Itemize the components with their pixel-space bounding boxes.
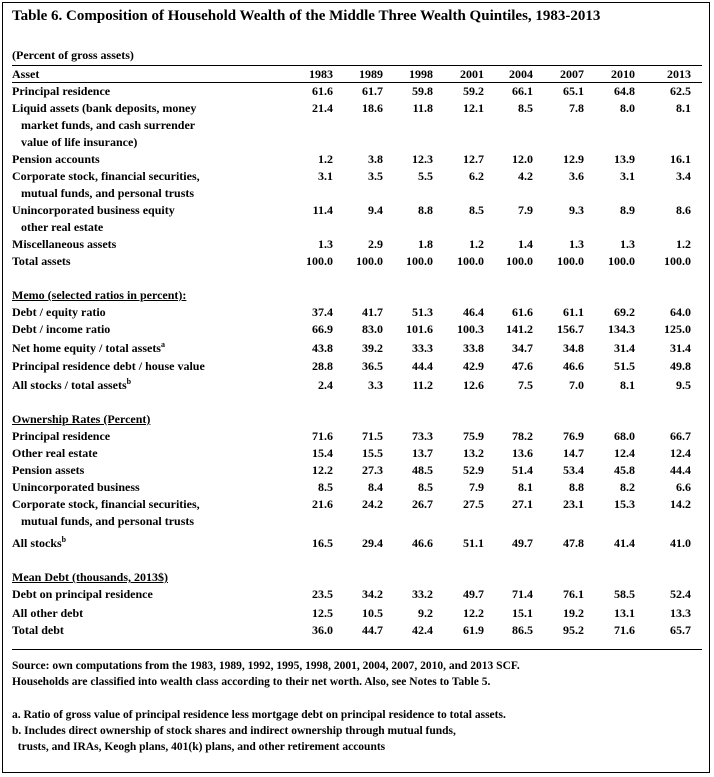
cell-value: 76.1 [563, 587, 584, 601]
cell-value: 52.9 [463, 463, 484, 477]
cell-value: 1.2 [469, 237, 484, 251]
ownership-heading [3, 411, 709, 427]
cell-value: 44.4 [412, 359, 433, 373]
row-label: Total assets [12, 254, 71, 268]
cell-value: 1.2 [318, 152, 333, 166]
asset-row-cont [3, 185, 709, 201]
row-label: All other debt [12, 606, 84, 620]
footnote-b-line: b. Includes direct ownership of stock shares and indirect ownership through mutual funds, [12, 725, 456, 737]
cell-value: 12.3 [412, 152, 433, 166]
row-label: mutual funds, and personal trusts [12, 186, 195, 200]
source-note-line: Source: own computations from the 1983, 1989, 1992, 1995, 1998, 2001, 2004, 2007, 2010, and 2013 SCF. [12, 660, 520, 672]
cell-value: 8.8 [569, 480, 584, 494]
cell-value: 42.4 [412, 623, 433, 637]
cell-value: 61.6 [312, 84, 333, 98]
cell-value: 8.5 [418, 480, 433, 494]
cell-value: 61.1 [563, 305, 584, 319]
cell-value: 61.6 [512, 305, 533, 319]
ownership-row [3, 445, 709, 461]
row-label: market funds, and cash surrender [12, 118, 196, 132]
header-year: 2007 [560, 67, 584, 81]
cell-value: 27.3 [362, 463, 383, 477]
cell-value: 33.8 [463, 341, 484, 355]
header-year: 2004 [509, 67, 533, 81]
cell-value: 101.6 [406, 322, 433, 336]
cell-value: 12.0 [512, 152, 533, 166]
cell-value: 134.3 [608, 322, 635, 336]
cell-value: 27.1 [512, 497, 533, 511]
cell-value: 7.0 [569, 378, 584, 392]
cell-value: 51.4 [512, 463, 533, 477]
cell-value: 51.1 [463, 536, 484, 550]
cell-value: 49.7 [512, 536, 533, 550]
cell-value: 8.0 [620, 101, 635, 115]
cell-value: 23.5 [312, 587, 333, 601]
row-label: Net home equity / total assets$^a$ [12, 340, 165, 355]
asset-row [3, 83, 709, 99]
cell-value: 8.1 [676, 101, 691, 115]
cell-value: 65.7 [670, 623, 691, 637]
row-label: Principal residence debt / house value [12, 359, 205, 373]
cell-value: 100.3 [457, 322, 484, 336]
row-label: Principal residence [12, 84, 111, 98]
cell-value: 36.0 [312, 623, 333, 637]
cell-value: 26.7 [412, 497, 433, 511]
row-label: Ownership Rates (Percent) [12, 412, 151, 426]
table-subtitle: (Percent of gross assets) [12, 48, 134, 62]
cell-value: 8.6 [676, 203, 691, 217]
ownership-row [3, 496, 709, 512]
row-label: Pension assets [12, 463, 85, 477]
cell-value: 1.3 [569, 237, 584, 251]
cell-value: 39.2 [362, 341, 383, 355]
cell-value: 6.6 [676, 480, 691, 494]
cell-value: 58.5 [614, 587, 635, 601]
cell-value: 3.8 [368, 152, 383, 166]
row-label: value of life insurance) [12, 135, 138, 149]
cell-value: 49.7 [463, 587, 484, 601]
cell-value: 75.9 [463, 429, 484, 443]
ownership-row [3, 479, 709, 495]
cell-value: 8.1 [620, 378, 635, 392]
cell-value: 13.2 [463, 446, 484, 460]
cell-value: 95.2 [563, 623, 584, 637]
row-label: Memo (selected ratios in percent): [12, 288, 187, 302]
asset-row [3, 168, 709, 184]
cell-value: 100.0 [664, 254, 691, 268]
cell-value: 1.3 [318, 237, 333, 251]
cell-value: 9.4 [368, 203, 383, 217]
cell-value: 3.5 [368, 169, 383, 183]
cell-value: 2.4 [318, 378, 333, 392]
cell-value: 44.7 [362, 623, 383, 637]
row-label: Unincorporated business equity [12, 203, 175, 217]
cell-value: 8.8 [418, 203, 433, 217]
cell-value: 52.4 [670, 587, 691, 601]
cell-value: 27.5 [463, 497, 484, 511]
cell-value: 2.9 [368, 237, 383, 251]
cell-value: 1.2 [676, 237, 691, 251]
debt-row [3, 586, 709, 602]
cell-value: 33.2 [412, 587, 433, 601]
cell-value: 15.3 [614, 497, 635, 511]
cell-value: 1.8 [418, 237, 433, 251]
memo-row [3, 304, 709, 320]
cell-value: 8.9 [620, 203, 635, 217]
debt-row [3, 605, 709, 621]
cell-value: 68.0 [614, 429, 635, 443]
cell-value: 49.8 [670, 359, 691, 373]
cell-value: 31.4 [614, 341, 635, 355]
cell-value: 47.6 [512, 359, 533, 373]
cell-value: 15.1 [512, 606, 533, 620]
footnote-marker: b [61, 535, 67, 544]
cell-value: 12.2 [312, 463, 333, 477]
row-label: Pension accounts [12, 152, 100, 166]
cell-value: 78.2 [512, 429, 533, 443]
cell-value: 71.5 [362, 429, 383, 443]
cell-value: 28.8 [312, 359, 333, 373]
asset-row [3, 151, 709, 167]
cell-value: 66.7 [670, 429, 691, 443]
cell-value: 100.0 [506, 254, 533, 268]
cell-value: 59.8 [412, 84, 433, 98]
cell-value: 21.6 [312, 497, 333, 511]
cell-value: 64.0 [670, 305, 691, 319]
cell-value: 11.4 [312, 203, 333, 217]
memo-row [3, 377, 709, 393]
cell-value: 21.4 [312, 101, 333, 115]
cell-value: 12.6 [463, 378, 484, 392]
cell-value: 8.2 [620, 480, 635, 494]
cell-value: 48.5 [412, 463, 433, 477]
cell-value: 61.9 [463, 623, 484, 637]
asset-row-cont [3, 134, 709, 150]
cell-value: 71.6 [614, 623, 635, 637]
footnote-b-line: trusts, and IRAs, Keogh plans, 401(k) plans, and other retirement accounts [12, 741, 386, 753]
cell-value: 12.5 [312, 606, 333, 620]
cell-value: 53.4 [563, 463, 584, 477]
row-label: Debt / equity ratio [12, 305, 106, 319]
row-label: Liquid assets (bank deposits, money [12, 101, 197, 115]
cell-value: 42.9 [463, 359, 484, 373]
row-label: Miscellaneous assets [12, 237, 117, 251]
header-year: 1989 [359, 67, 383, 81]
ownership-row [3, 535, 709, 551]
cell-value: 4.2 [518, 169, 533, 183]
cell-value: 41.0 [670, 536, 691, 550]
cell-value: 5.5 [418, 169, 433, 183]
cell-value: 13.6 [512, 446, 533, 460]
row-label: Corporate stock, financial securities, [12, 169, 200, 183]
cell-value: 100.0 [406, 254, 433, 268]
footnote-marker: b [126, 377, 132, 386]
cell-value: 33.3 [412, 341, 433, 355]
cell-value: 9.3 [569, 203, 584, 217]
memo-row [3, 340, 709, 356]
cell-value: 3.4 [676, 169, 691, 183]
cell-value: 23.1 [563, 497, 584, 511]
row-label: Principal residence [12, 429, 111, 443]
cell-value: 83.0 [362, 322, 383, 336]
cell-value: 3.3 [368, 378, 383, 392]
cell-value: 3.6 [569, 169, 584, 183]
cell-value: 12.9 [563, 152, 584, 166]
table-bottom-rule [12, 649, 702, 650]
asset-row [3, 202, 709, 218]
cell-value: 156.7 [557, 322, 584, 336]
cell-value: 59.2 [463, 84, 484, 98]
asset-row-cont [3, 219, 709, 235]
cell-value: 66.1 [512, 84, 533, 98]
cell-value: 8.4 [368, 480, 383, 494]
cell-value: 7.9 [518, 203, 533, 217]
cell-value: 100.0 [557, 254, 584, 268]
cell-value: 12.4 [614, 446, 635, 460]
header-year: 1983 [309, 67, 333, 81]
asset-row [3, 100, 709, 116]
cell-value: 100.0 [306, 254, 333, 268]
row-label: All stocks / total assets$^b$ [12, 377, 132, 392]
cell-value: 41.4 [614, 536, 635, 550]
row-label: All stocks$^b$ [12, 535, 67, 550]
cell-value: 15.5 [362, 446, 383, 460]
cell-value: 29.4 [362, 536, 383, 550]
cell-value: 41.7 [362, 305, 383, 319]
cell-value: 100.0 [608, 254, 635, 268]
cell-value: 31.4 [670, 341, 691, 355]
cell-value: 34.7 [512, 341, 533, 355]
cell-value: 43.8 [312, 341, 333, 355]
asset-row [3, 236, 709, 252]
cell-value: 36.5 [362, 359, 383, 373]
cell-value: 51.5 [614, 359, 635, 373]
cell-value: 45.8 [614, 463, 635, 477]
cell-value: 125.0 [664, 322, 691, 336]
cell-value: 100.0 [356, 254, 383, 268]
cell-value: 46.4 [463, 305, 484, 319]
header-year: 2010 [611, 67, 635, 81]
cell-value: 51.3 [412, 305, 433, 319]
cell-value: 19.2 [563, 606, 584, 620]
debt-row [3, 622, 709, 638]
footnote-marker: a [160, 340, 165, 349]
table-title: Table 6. Composition of Household Wealth of the Middle Three Wealth Quintiles, 1983-2013 [12, 8, 601, 24]
asset-row-cont [3, 117, 709, 133]
cell-value: 6.2 [469, 169, 484, 183]
cell-value: 76.9 [563, 429, 584, 443]
cell-value: 12.4 [670, 446, 691, 460]
cell-value: 13.3 [670, 606, 691, 620]
cell-value: 61.7 [362, 84, 383, 98]
header-row [3, 66, 709, 82]
header-year: 2013 [667, 67, 691, 81]
cell-value: 44.4 [670, 463, 691, 477]
row-label: Debt on principal residence [12, 587, 153, 601]
cell-value: 65.1 [563, 84, 584, 98]
cell-value: 66.9 [312, 322, 333, 336]
memo-row [3, 321, 709, 337]
cell-value: 62.5 [670, 84, 691, 98]
cell-value: 71.6 [312, 429, 333, 443]
cell-value: 8.5 [469, 203, 484, 217]
cell-value: 69.2 [614, 305, 635, 319]
debt-heading [3, 569, 709, 585]
cell-value: 16.1 [670, 152, 691, 166]
row-label: Other real estate [12, 446, 98, 460]
row-label: other real estate [12, 220, 104, 234]
cell-value: 13.9 [614, 152, 635, 166]
cell-value: 14.2 [670, 497, 691, 511]
ownership-row-cont [3, 513, 709, 529]
cell-value: 7.5 [518, 378, 533, 392]
cell-value: 86.5 [512, 623, 533, 637]
cell-value: 13.7 [412, 446, 433, 460]
cell-value: 10.5 [362, 606, 383, 620]
asset-row [3, 253, 709, 269]
cell-value: 12.1 [463, 101, 484, 115]
cell-value: 24.2 [362, 497, 383, 511]
wealth-composition-table [2, 2, 710, 773]
cell-value: 16.5 [312, 536, 333, 550]
cell-value: 3.1 [318, 169, 333, 183]
row-label: Mean Debt (thousands, 2013$) [12, 570, 169, 584]
ownership-row [3, 462, 709, 478]
cell-value: 11.8 [412, 101, 433, 115]
cell-value: 46.6 [412, 536, 433, 550]
cell-value: 64.8 [614, 84, 635, 98]
cell-value: 8.1 [518, 480, 533, 494]
cell-value: 12.7 [463, 152, 484, 166]
cell-value: 7.9 [469, 480, 484, 494]
cell-value: 47.8 [563, 536, 584, 550]
cell-value: 11.2 [412, 378, 433, 392]
row-label: Unincorporated business [12, 480, 140, 494]
header-year: 2001 [460, 67, 484, 81]
memo-row [3, 358, 709, 374]
source-note-line: Households are classified into wealth class according to their net worth. Also, see Notes to Table 5. [12, 676, 491, 688]
header-year: 1998 [409, 67, 433, 81]
cell-value: 15.4 [312, 446, 333, 460]
cell-value: 34.2 [362, 587, 383, 601]
row-label: Corporate stock, financial securities, [12, 497, 200, 511]
cell-value: 71.4 [512, 587, 533, 601]
cell-value: 1.4 [518, 237, 533, 251]
cell-value: 9.2 [418, 606, 433, 620]
cell-value: 37.4 [312, 305, 333, 319]
memo-heading [3, 287, 709, 303]
row-label: mutual funds, and personal trusts [12, 514, 195, 528]
cell-value: 8.5 [318, 480, 333, 494]
header-asset-label: Asset [12, 67, 40, 81]
cell-value: 34.8 [563, 341, 584, 355]
cell-value: 18.6 [362, 101, 383, 115]
row-label: Total debt [12, 623, 64, 637]
cell-value: 13.1 [614, 606, 635, 620]
cell-value: 8.5 [518, 101, 533, 115]
row-label: Debt / income ratio [12, 322, 111, 336]
cell-value: 141.2 [506, 322, 533, 336]
cell-value: 100.0 [457, 254, 484, 268]
cell-value: 1.3 [620, 237, 635, 251]
cell-value: 14.7 [563, 446, 584, 460]
footnote-a: a. Ratio of gross value of principal residence less mortgage debt on principal residence to total assets. [12, 709, 506, 721]
cell-value: 9.5 [676, 378, 691, 392]
cell-value: 3.1 [620, 169, 635, 183]
cell-value: 12.2 [463, 606, 484, 620]
ownership-row [3, 428, 709, 444]
cell-value: 7.8 [569, 101, 584, 115]
cell-value: 46.6 [563, 359, 584, 373]
cell-value: 73.3 [412, 429, 433, 443]
